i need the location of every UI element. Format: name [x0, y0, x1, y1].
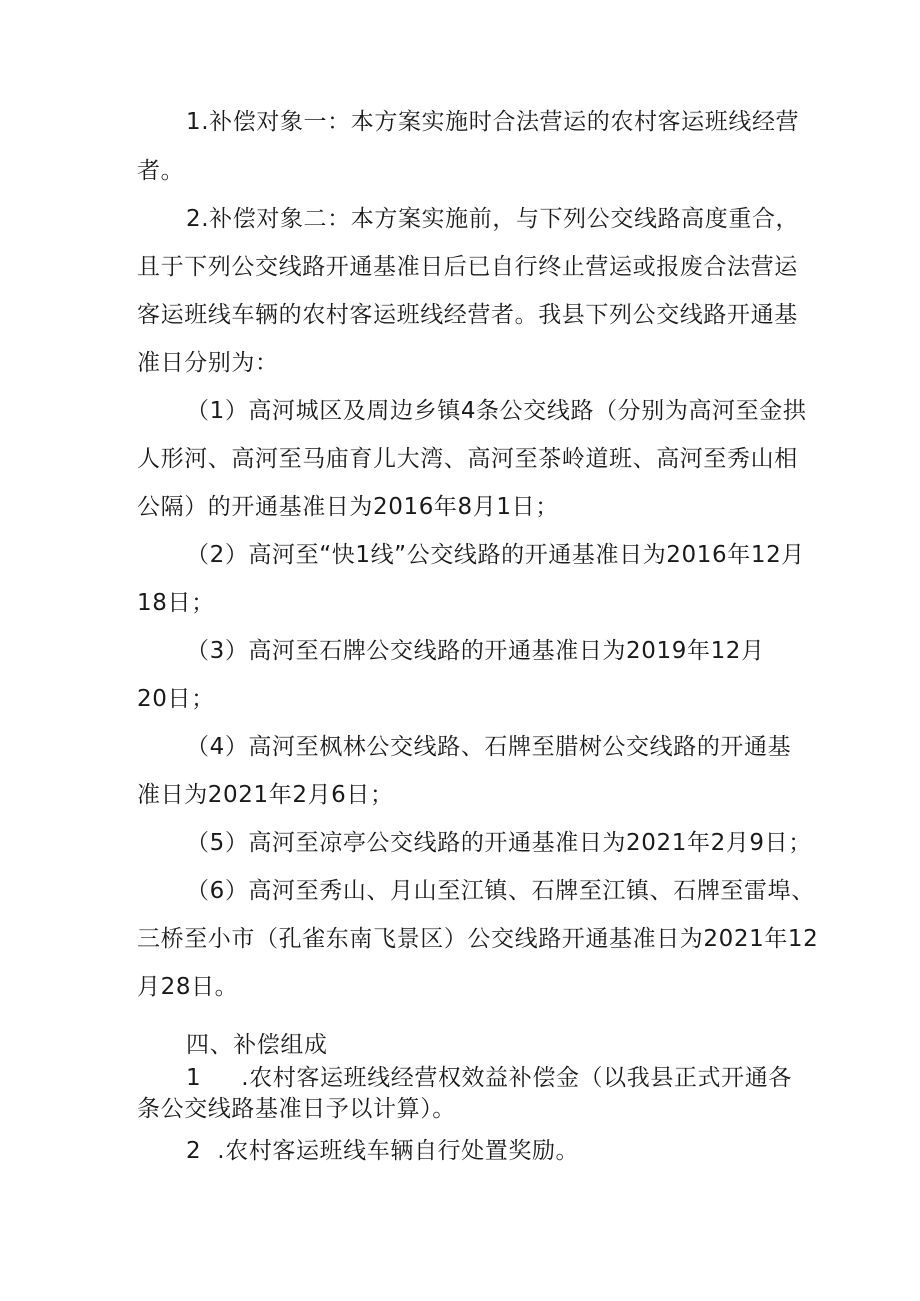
section-heading: 四、补偿组成	[186, 1032, 328, 1058]
text-line: 准日分别为：	[137, 350, 279, 376]
text-line: 条公交线路基准日予以计算）。	[137, 1096, 456, 1122]
text-line: 月28日。	[137, 974, 239, 1000]
list-item	[186, 1137, 579, 1165]
text-line: （6）高河至秀山、月山至江镇、石牌至江镇、石牌至雷埠、	[186, 878, 815, 904]
list-number: 2	[186, 1138, 202, 1164]
list-number: 1	[186, 1065, 202, 1091]
list-text: .农村客运班线车辆自行处置奖励。	[217, 1138, 580, 1164]
text-line: 准日为2021年2月6日；	[137, 782, 394, 808]
text-line: （4）高河至枫林公交线路、石牌至腊树公交线路的开通基	[186, 734, 792, 760]
text-line: 公隔）的开通基准日为2016年8月1日；	[137, 494, 559, 520]
text-line: （5）高河至凉亭公交线路的开通基准日为2021年2月9日；	[186, 830, 812, 856]
text-line: （2）高河至“快1线”公交线路的开通基准日为2016年12月	[186, 542, 805, 568]
text-line: 者。	[137, 158, 185, 184]
text-line: 1.补偿对象一：本方案实施时合法营运的农村客运班线经营	[186, 109, 800, 135]
text-line: 三桥至小市（孔雀东南飞景区）公交线路开通基准日为2021年12	[137, 926, 819, 952]
text-line: 客运班线车辆的农村客运班线经营者。我县下列公交线路开通基	[137, 302, 798, 328]
text-line: （3）高河至石牌公交线路的开通基准日为2019年12月	[186, 638, 765, 664]
text-line: 2.补偿对象二：本方案实施前，与下列公交线路高度重合，	[186, 206, 800, 232]
text-line: 人形河、高河至马庙育儿大湾、高河至茶岭道班、高河至秀山相	[137, 446, 798, 472]
text-line: （1）高河城区及周边乡镇4条公交线路（分别为高河至金拱	[186, 398, 807, 424]
text-line: 20日；	[137, 686, 215, 712]
list-text: .农村客运班线经营权效益补偿金（以我县正式开通各	[241, 1065, 792, 1091]
list-item	[186, 1064, 792, 1092]
text-line: 18日；	[137, 590, 215, 616]
text-line: 且于下列公交线路开通基准日后已自行终止营运或报废合法营运	[137, 254, 798, 280]
